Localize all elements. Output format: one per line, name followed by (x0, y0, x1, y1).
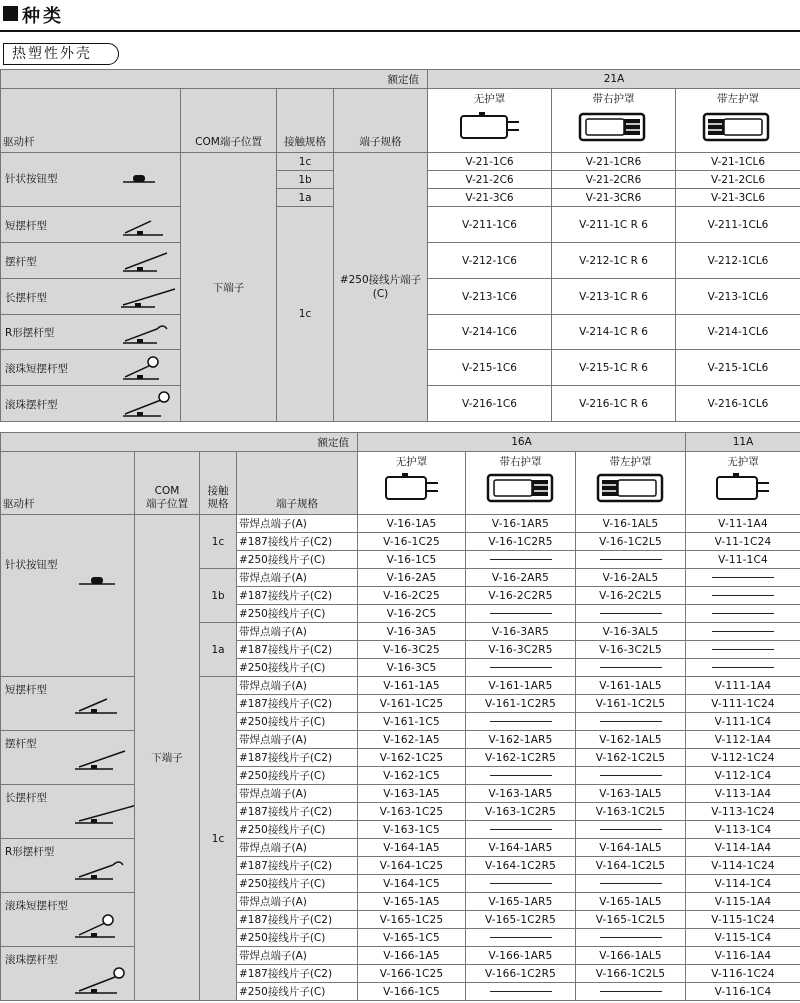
terminal-cell: #187接线片子(C2) (237, 749, 358, 767)
model-cell: V-213-1C6 (428, 279, 552, 315)
terminal-cell: 带焊点端子(A) (237, 623, 358, 641)
cover-header (576, 452, 686, 515)
cover-header (686, 452, 800, 515)
not-available-dash (490, 613, 552, 614)
r-shaped-lever-icon (121, 319, 171, 347)
terminal-cell: #187接线片子(C2) (237, 965, 358, 983)
model-cell: V-166-1C5 (358, 983, 466, 1001)
model-cell: V-21-3CR6 (552, 189, 676, 207)
model-cell: V-216-1C R 6 (552, 386, 676, 422)
terminal-cell: 带焊点端子(A) (237, 677, 358, 695)
model-cell: V-164-1C5 (358, 875, 466, 893)
model-cell: V-163-1A5 (358, 785, 466, 803)
lever-label: R形摆杆型 (5, 846, 55, 858)
terminal-cell: 带焊点端子(A) (237, 785, 358, 803)
model-cell (466, 875, 576, 893)
terminal-cell: 带焊点端子(A) (237, 569, 358, 587)
switch-no-cover-icon (713, 469, 773, 505)
terminal-cell: #187接线片子(C2) (237, 857, 358, 875)
model-cell: V-162-1C5 (358, 767, 466, 785)
table-row (1, 839, 800, 857)
cover-header (552, 89, 676, 153)
lever-long-hinge (1, 785, 135, 839)
model-cell: V-16-2C2R5 (466, 587, 576, 605)
model-cell: V-162-1AR5 (466, 731, 576, 749)
model-cell: V-116-1C4 (686, 983, 800, 1001)
not-available-dash (712, 613, 774, 614)
lever-label: 滚珠短摆杆型 (5, 900, 68, 912)
table-row (1, 677, 800, 695)
contact-1a: 1a (200, 623, 237, 677)
model-cell: V-164-1AL5 (576, 839, 686, 857)
model-cell: V-213-1CL6 (676, 279, 800, 315)
not-available-dash (712, 631, 774, 632)
model-cell (576, 821, 686, 839)
rating-21a: 21A (428, 70, 800, 89)
model-cell (466, 821, 576, 839)
model-cell: V-16-2C25 (358, 587, 466, 605)
lever-label: 摆杆型 (5, 256, 37, 268)
model-cell: V-116-1C24 (686, 965, 800, 983)
not-available-dash (600, 775, 662, 776)
cover-label: 无护罩 (727, 456, 759, 468)
model-cell: V-21-1C6 (428, 153, 552, 171)
not-available-dash (600, 883, 662, 884)
pin-plunger-icon (77, 573, 117, 587)
not-available-dash (600, 667, 662, 668)
model-cell: V-113-1C4 (686, 821, 800, 839)
model-cell: V-164-1AR5 (466, 839, 576, 857)
col-lever: 驱动杆 (1, 89, 181, 153)
table-21a (0, 69, 800, 422)
model-cell (466, 983, 576, 1001)
lever-hinge (1, 731, 135, 785)
lever-label: R形摆杆型 (5, 327, 55, 339)
model-cell: V-215-1CL6 (676, 350, 800, 386)
col-terminal: 端子规格 (237, 452, 358, 515)
model-cell: V-215-1C6 (428, 350, 552, 386)
com-cell: 下端子 (135, 515, 200, 1001)
model-cell: V-166-1C25 (358, 965, 466, 983)
lever-roller (1, 386, 181, 422)
terminal-cell: #250接线片子(C) (237, 821, 358, 839)
model-cell: V-115-1C24 (686, 911, 800, 929)
model-cell: V-164-1C25 (358, 857, 466, 875)
model-cell: V-16-3C2R5 (466, 641, 576, 659)
model-cell: V-211-1C R 6 (552, 207, 676, 243)
model-cell: V-11-1A4 (686, 515, 800, 533)
contact-1c: 1c (200, 515, 237, 569)
table-row (1, 731, 800, 749)
model-cell: V-163-1AR5 (466, 785, 576, 803)
model-cell: V-165-1C2R5 (466, 911, 576, 929)
model-cell: V-161-1A5 (358, 677, 466, 695)
model-cell: V-215-1C R 6 (552, 350, 676, 386)
lever-label: 摆杆型 (5, 738, 37, 750)
model-cell: V-161-1C2R5 (466, 695, 576, 713)
model-cell (576, 713, 686, 731)
model-cell: V-16-1AL5 (576, 515, 686, 533)
terminal-cell: 带焊点端子(A) (237, 839, 358, 857)
not-available-dash (712, 649, 774, 650)
model-cell: V-163-1C2L5 (576, 803, 686, 821)
lever-label: 滚珠摆杆型 (5, 954, 58, 966)
model-cell: V-21-1CR6 (552, 153, 676, 171)
model-cell (466, 605, 576, 623)
col-com: COM端子位置 (181, 89, 277, 153)
model-cell: V-112-1C4 (686, 767, 800, 785)
model-cell: V-213-1C R 6 (552, 279, 676, 315)
terminal-cell: #250接线片子(C) (237, 983, 358, 1001)
model-cell: V-212-1C R 6 (552, 243, 676, 279)
lever-label: 针状按钮型 (5, 173, 58, 185)
lever-label: 长摆杆型 (5, 792, 47, 804)
model-cell (686, 641, 800, 659)
not-available-dash (600, 613, 662, 614)
short-hinge-lever-icon (73, 693, 121, 717)
model-cell: V-16-2A5 (358, 569, 466, 587)
model-cell (576, 983, 686, 1001)
switch-right-cover-icon (574, 106, 654, 146)
model-cell: V-21-3CL6 (676, 189, 800, 207)
not-available-dash (490, 667, 552, 668)
roller-lever-icon (73, 963, 129, 997)
table-row (1, 947, 800, 965)
model-cell: V-111-1A4 (686, 677, 800, 695)
cover-label: 带左护罩 (609, 456, 652, 468)
model-cell: V-112-1C24 (686, 749, 800, 767)
terminal-cell: 带焊点端子(A) (237, 731, 358, 749)
model-cell (576, 551, 686, 569)
model-cell: V-166-1A5 (358, 947, 466, 965)
cover-label: 无护罩 (473, 93, 506, 105)
model-cell: V-166-1C2R5 (466, 965, 576, 983)
lever-pin-plunger (1, 515, 135, 677)
model-cell: V-21-2CR6 (552, 171, 676, 189)
model-cell: V-16-2AL5 (576, 569, 686, 587)
model-cell: V-16-1C5 (358, 551, 466, 569)
model-cell: V-161-1AL5 (576, 677, 686, 695)
col-lever: 驱动杆 (1, 452, 135, 515)
not-available-dash (490, 829, 552, 830)
terminal-cell: #250接线片子(C) (237, 875, 358, 893)
short-roller-lever-icon (121, 353, 165, 383)
model-cell: V-21-2C6 (428, 171, 552, 189)
model-cell: V-16-2AR5 (466, 569, 576, 587)
square-bullet-icon (3, 6, 18, 21)
model-cell (576, 659, 686, 677)
model-cell: V-111-1C24 (686, 695, 800, 713)
terminal-cell: #187接线片子(C2) (237, 911, 358, 929)
not-available-dash (600, 721, 662, 722)
table-16a-11a (0, 432, 800, 1001)
model-cell: V-214-1C6 (428, 315, 552, 350)
short-hinge-lever-icon (121, 215, 165, 239)
model-cell: V-16-1C2L5 (576, 533, 686, 551)
model-cell: V-16-3AR5 (466, 623, 576, 641)
model-cell: V-211-1CL6 (676, 207, 800, 243)
model-cell: V-165-1A5 (358, 893, 466, 911)
model-cell (576, 929, 686, 947)
model-cell: V-114-1C24 (686, 857, 800, 875)
model-cell: V-163-1AL5 (576, 785, 686, 803)
terminal-cell: #187接线片子(C2) (237, 587, 358, 605)
terminal-cell: #250接线片子(C) (237, 659, 358, 677)
pin-plunger-icon (121, 171, 157, 185)
lever-label: 短摆杆型 (5, 684, 47, 696)
col-terminal: 端子规格 (334, 89, 428, 153)
model-cell: V-214-1CL6 (676, 315, 800, 350)
model-cell: V-16-3AL5 (576, 623, 686, 641)
model-cell: V-161-1C25 (358, 695, 466, 713)
terminal-cell: #250接线片端子(C) (334, 153, 428, 422)
r-shaped-lever-icon (73, 855, 129, 883)
model-cell: V-16-3A5 (358, 623, 466, 641)
lever-short-hinge (1, 677, 135, 731)
terminal-cell: #250接线片子(C) (237, 929, 358, 947)
table-row (1, 515, 800, 533)
model-cell: V-21-1CL6 (676, 153, 800, 171)
section-title: 种类 (22, 6, 64, 27)
terminal-cell: #187接线片子(C2) (237, 803, 358, 821)
model-cell: V-165-1C2L5 (576, 911, 686, 929)
model-cell: V-165-1C25 (358, 911, 466, 929)
model-cell: V-164-1C2R5 (466, 857, 576, 875)
lever-long-hinge (1, 279, 181, 315)
short-roller-lever-icon (73, 909, 123, 941)
not-available-dash (712, 595, 774, 596)
model-cell: V-161-1C5 (358, 713, 466, 731)
model-cell: V-11-1C24 (686, 533, 800, 551)
terminal-cell: #187接线片子(C2) (237, 695, 358, 713)
table-row (1, 893, 800, 911)
cover-label: 带右护罩 (592, 93, 635, 105)
not-available-dash (490, 991, 552, 992)
header-rule (0, 30, 800, 32)
model-cell: V-216-1C6 (428, 386, 552, 422)
model-cell: V-114-1A4 (686, 839, 800, 857)
rated-label: 额定值 (1, 70, 428, 89)
terminal-cell: #250接线片子(C) (237, 713, 358, 731)
not-available-dash (600, 559, 662, 560)
terminal-cell: #250接线片子(C) (237, 767, 358, 785)
lever-r-shaped (1, 315, 181, 350)
lever-r-shaped (1, 839, 135, 893)
contact-1a: 1a (277, 189, 334, 207)
lever-short-roller (1, 893, 135, 947)
model-cell (466, 551, 576, 569)
not-available-dash (600, 829, 662, 830)
model-cell (466, 929, 576, 947)
model-cell: V-21-3C6 (428, 189, 552, 207)
switch-left-cover-icon (594, 469, 668, 505)
model-cell: V-166-1AL5 (576, 947, 686, 965)
model-cell: V-162-1C2L5 (576, 749, 686, 767)
col-com: COM 端子位置 (135, 452, 200, 515)
model-cell: V-211-1C6 (428, 207, 552, 243)
contact-1b: 1b (277, 171, 334, 189)
cover-label: 带左护罩 (717, 93, 759, 105)
model-cell (576, 875, 686, 893)
model-cell: V-16-3C25 (358, 641, 466, 659)
terminal-cell: 带焊点端子(A) (237, 893, 358, 911)
model-cell: V-16-1C25 (358, 533, 466, 551)
model-cell: V-161-1C2L5 (576, 695, 686, 713)
lever-label: 长摆杆型 (5, 292, 47, 304)
lever-label: 滚珠短摆杆型 (5, 363, 68, 375)
rated-label: 额定值 (1, 433, 358, 452)
model-cell (576, 767, 686, 785)
model-cell: V-114-1C4 (686, 875, 800, 893)
contact-1b: 1b (200, 569, 237, 623)
model-cell: V-165-1AR5 (466, 893, 576, 911)
table2-body (1, 515, 800, 1001)
model-cell (686, 659, 800, 677)
model-cell: V-116-1A4 (686, 947, 800, 965)
long-hinge-lever-icon (119, 285, 177, 311)
model-cell: V-162-1AL5 (576, 731, 686, 749)
model-cell (466, 713, 576, 731)
model-cell: V-111-1C4 (686, 713, 800, 731)
model-cell: V-113-1A4 (686, 785, 800, 803)
long-hinge-lever-icon (73, 801, 135, 827)
model-cell: V-216-1CL6 (676, 386, 800, 422)
model-cell: V-165-1AL5 (576, 893, 686, 911)
not-available-dash (490, 775, 552, 776)
model-cell: V-165-1C5 (358, 929, 466, 947)
roller-lever-icon (121, 388, 173, 420)
switch-no-cover-icon (455, 106, 525, 146)
switch-left-cover-icon (698, 106, 778, 146)
rating-11a: 11A (686, 433, 800, 452)
switch-right-cover-icon (484, 469, 558, 505)
hinge-lever-icon (73, 747, 131, 773)
com-cell: 下端子 (181, 153, 277, 422)
rating-16a: 16A (358, 433, 686, 452)
model-cell: V-162-1A5 (358, 731, 466, 749)
cover-header (358, 452, 466, 515)
model-cell: V-11-1C4 (686, 551, 800, 569)
terminal-cell: 带焊点端子(A) (237, 947, 358, 965)
model-cell: V-115-1A4 (686, 893, 800, 911)
model-cell: V-164-1C2L5 (576, 857, 686, 875)
model-cell (686, 605, 800, 623)
terminal-cell: 带焊点端子(A) (237, 515, 358, 533)
terminal-cell: #187接线片子(C2) (237, 533, 358, 551)
not-available-dash (490, 883, 552, 884)
model-cell: V-163-1C25 (358, 803, 466, 821)
model-cell: V-166-1C2L5 (576, 965, 686, 983)
model-cell (576, 605, 686, 623)
col-contact: 接触 规格 (200, 452, 237, 515)
model-cell: V-16-1A5 (358, 515, 466, 533)
model-cell (466, 659, 576, 677)
not-available-dash (600, 937, 662, 938)
col-contact: 接触规格 (277, 89, 334, 153)
model-cell: V-163-1C5 (358, 821, 466, 839)
lever-short-hinge (1, 207, 181, 243)
cover-label: 无护罩 (395, 456, 428, 468)
model-cell: V-21-2CL6 (676, 171, 800, 189)
terminal-cell: #250接线片子(C) (237, 605, 358, 623)
table-row (1, 785, 800, 803)
section-header (0, 0, 800, 32)
model-cell: V-162-1C2R5 (466, 749, 576, 767)
terminal-cell: #250接线片子(C) (237, 551, 358, 569)
model-cell (686, 623, 800, 641)
not-available-dash (490, 721, 552, 722)
lever-label: 短摆杆型 (5, 220, 47, 232)
model-cell: V-212-1CL6 (676, 243, 800, 279)
cover-header (676, 89, 800, 153)
model-cell: V-161-1AR5 (466, 677, 576, 695)
not-available-dash (712, 577, 774, 578)
model-cell: V-16-3C5 (358, 659, 466, 677)
terminal-cell: #187接线片子(C2) (237, 641, 358, 659)
model-cell: V-16-1C2R5 (466, 533, 576, 551)
subsection-tab: 热塑性外壳 (3, 43, 119, 65)
model-cell: V-16-3C2L5 (576, 641, 686, 659)
model-cell (686, 569, 800, 587)
cover-header (466, 452, 576, 515)
model-cell (686, 587, 800, 605)
model-cell: V-163-1C2R5 (466, 803, 576, 821)
contact-1c: 1c (277, 153, 334, 171)
model-cell (466, 767, 576, 785)
model-cell: V-162-1C25 (358, 749, 466, 767)
not-available-dash (600, 991, 662, 992)
lever-label: 针状按钮型 (5, 559, 58, 571)
model-cell: V-214-1C R 6 (552, 315, 676, 350)
cover-label: 带右护罩 (499, 456, 542, 468)
not-available-dash (490, 559, 552, 560)
lever-hinge (1, 243, 181, 279)
model-cell: V-164-1A5 (358, 839, 466, 857)
model-cell: V-112-1A4 (686, 731, 800, 749)
hinge-lever-icon (121, 249, 171, 275)
model-cell: V-212-1C6 (428, 243, 552, 279)
lever-pin-plunger (1, 153, 181, 207)
model-cell: V-16-2C2L5 (576, 587, 686, 605)
contact-1c: 1c (200, 677, 237, 1001)
contact-1c: 1c (277, 207, 334, 422)
not-available-dash (490, 937, 552, 938)
lever-roller (1, 947, 135, 1001)
model-cell: V-166-1AR5 (466, 947, 576, 965)
switch-no-cover-icon (382, 469, 442, 505)
model-cell: V-16-1AR5 (466, 515, 576, 533)
not-available-dash (712, 667, 774, 668)
lever-short-roller (1, 350, 181, 386)
lever-label: 滚珠摆杆型 (5, 399, 58, 411)
model-cell: V-115-1C4 (686, 929, 800, 947)
model-cell: V-113-1C24 (686, 803, 800, 821)
model-cell: V-16-2C5 (358, 605, 466, 623)
cover-header (428, 89, 552, 153)
